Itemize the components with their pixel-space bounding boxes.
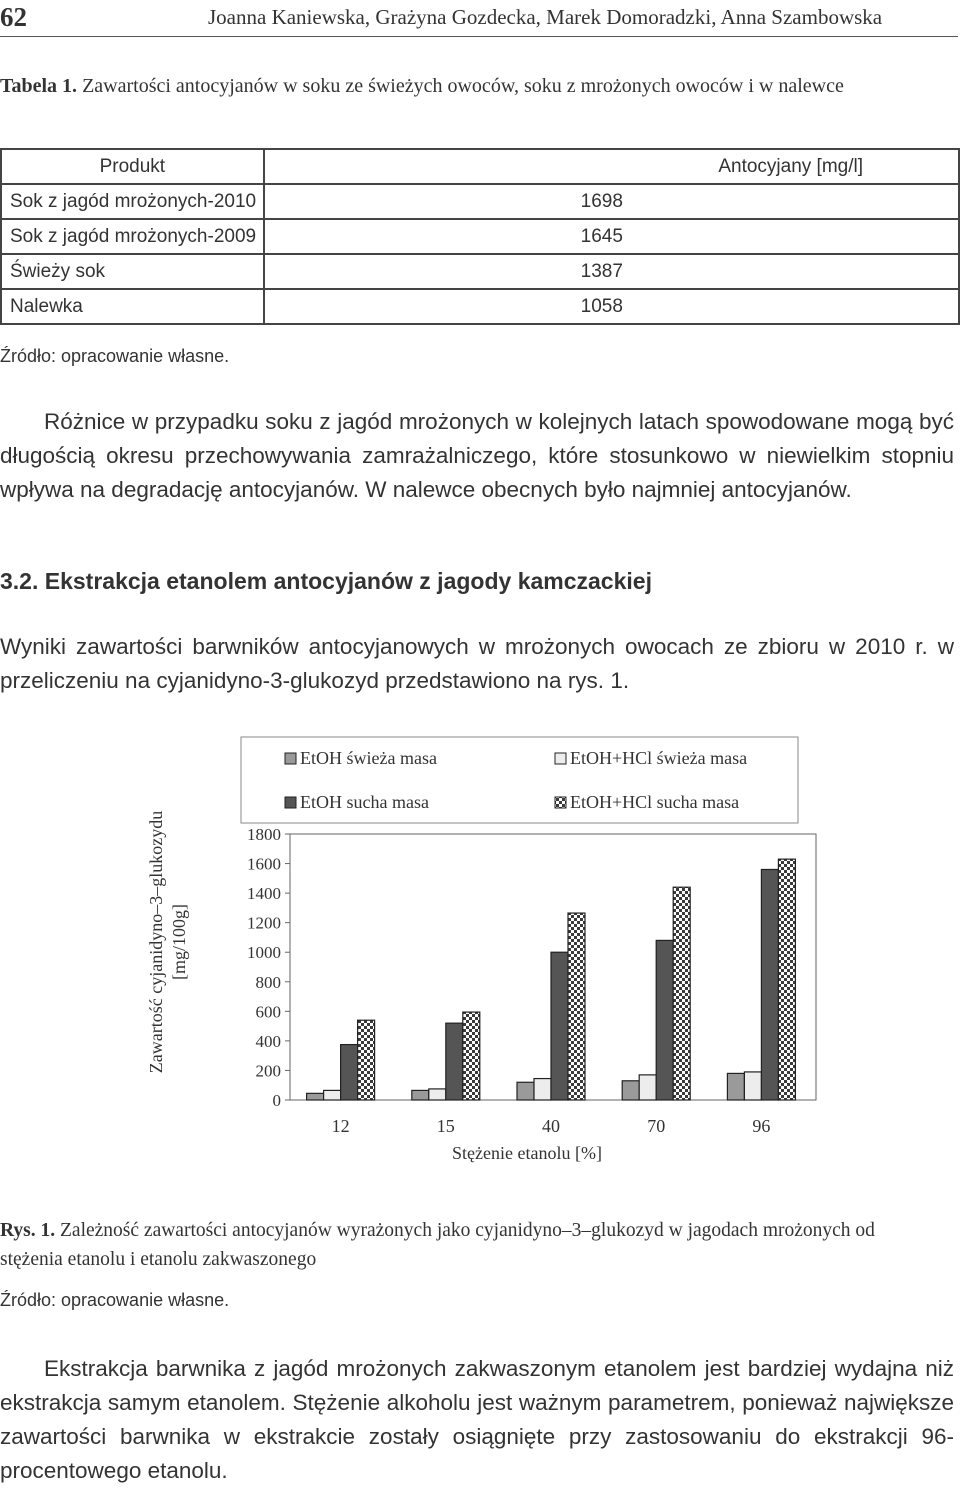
- legend-label: EtOH+HCl sucha masa: [570, 792, 740, 812]
- bar-etoh-sucha-masa-15: [446, 1023, 463, 1100]
- y-tick-label: 0: [272, 1091, 281, 1110]
- anthocyanin-table: [0, 148, 960, 325]
- legend-label: EtOH świeża masa: [300, 748, 437, 768]
- bar-etoh-hcl-wie-a-masa-96: [744, 1072, 761, 1100]
- bar-etoh-sucha-masa-12: [341, 1045, 358, 1100]
- legend-swatch: [285, 753, 296, 764]
- table-caption: [0, 72, 900, 100]
- column-header-anthocyanins: Antocyjany [mg/l]: [264, 149, 959, 184]
- y-tick-label: 1000: [247, 943, 281, 963]
- table-cell-value: 1058: [264, 289, 959, 324]
- y-axis-label-line2: [mg/100g]: [169, 904, 189, 980]
- column-header-product: Produkt: [1, 149, 264, 184]
- x-tick-label: 70: [647, 1116, 666, 1136]
- bar-etoh-hcl-wie-a-masa-15: [429, 1089, 446, 1100]
- y-tick-label: 600: [255, 1002, 281, 1022]
- figure-caption: [0, 1216, 930, 1274]
- table-cell-product: Sok z jagód mrożonych-2010: [1, 184, 264, 219]
- figure-source-note: Źródło: opracowanie własne.: [0, 1290, 230, 1310]
- bar-etoh-hcl-sucha-masa-12: [358, 1020, 375, 1100]
- table-row: [1, 184, 959, 219]
- bar-etoh-hcl-sucha-masa-70: [673, 887, 690, 1100]
- y-tick-label: 400: [255, 1031, 281, 1051]
- bar-etoh-wie-a-masa-40: [517, 1082, 534, 1100]
- y-tick-label: 200: [255, 1061, 281, 1081]
- bar-etoh-hcl-sucha-masa-40: [568, 913, 585, 1100]
- table-cell-product: Nalewka: [1, 289, 264, 324]
- anthocyanin-bar-chart: [130, 732, 830, 1172]
- bar-etoh-wie-a-masa-96: [727, 1073, 744, 1100]
- bar-etoh-sucha-masa-70: [656, 940, 673, 1100]
- body-paragraph-2: Wyniki zawartości barwników antocyjanowych w mrożonych owocach ze zbioru w 2010 r. w przeliczeniu na cyjanidyno-3-glukozyd przedstawiono na rys. 1.: [0, 634, 954, 693]
- section-heading: 3.2. Ekstrakcja etanolem antocyjanów z jagody kamczackiej: [0, 568, 652, 594]
- table-caption-label: Tabela 1.: [0, 75, 78, 97]
- table-row: [1, 289, 959, 324]
- table-caption-text: Zawartości antocyjanów w soku ze świeżych owoców, soku z mrożonych owoców i w nalewce: [82, 75, 844, 97]
- y-tick-label: 800: [255, 972, 281, 992]
- page-number: 62: [0, 2, 27, 32]
- y-tick-label: 1200: [247, 913, 281, 933]
- bar-etoh-hcl-wie-a-masa-40: [534, 1079, 551, 1100]
- table-cell-value: 1645: [264, 219, 959, 254]
- table-cell-product: Świeży sok: [1, 254, 264, 289]
- legend-swatch: [555, 797, 566, 808]
- legend-swatch: [555, 753, 566, 764]
- x-axis-ticks: [332, 1116, 771, 1136]
- table-cell-product: Sok z jagód mrożonych-2009: [1, 219, 264, 254]
- legend-label: EtOH sucha masa: [300, 792, 429, 812]
- bar-etoh-sucha-masa-40: [551, 952, 568, 1100]
- y-axis-label-line1: Zawartość cyjanidyno–3–glukozydu: [146, 810, 166, 1074]
- x-tick-label: 40: [542, 1116, 560, 1136]
- table-cell-value: 1698: [264, 184, 959, 219]
- figure-caption-text: Zależność zawartości antocyjanów wyrażonych jako cyjanidyno–3–glukozyd w jagodach mrożonych od stężenia etanolu i etanolu zakwaszonego: [0, 1220, 875, 1270]
- table-cell-value: 1387: [264, 254, 959, 289]
- body-paragraph-3: Ekstrakcja barwnika z jagód mrożonych zakwaszonym etanolem jest bardziej wydajna niż ekstrakcja samym etanolem. Stężenie alkoholu jest ważnym parametrem, ponieważ największe zawartości barwnika w ekstrakcie zostały osiągnięte przy zastosowaniu do ekstrakcji 96-procentowego etanolu.: [0, 1356, 954, 1483]
- y-tick-label: 1600: [247, 854, 281, 874]
- table-header-row: [1, 149, 959, 184]
- bar-etoh-sucha-masa-96: [761, 869, 778, 1100]
- legend-label: EtOH+HCl świeża masa: [570, 748, 748, 768]
- x-tick-label: 12: [331, 1116, 350, 1136]
- y-tick-label: 1400: [247, 884, 281, 904]
- x-tick-label: 15: [436, 1116, 455, 1136]
- bar-etoh-wie-a-masa-15: [412, 1090, 429, 1100]
- bar-etoh-hcl-wie-a-masa-70: [639, 1075, 656, 1100]
- y-axis-ticks: [247, 825, 290, 1110]
- x-axis-label: Stężenie etanolu [%]: [452, 1143, 602, 1163]
- body-paragraph-1: Różnice w przypadku soku z jagód mrożonych w kolejnych latach spowodowane mogą być długością okresu przechowywania zamrażalniczego, które stosunkowo w niewielkim stopniu wpływa na degradację antocyjanów. W nalewce obecnych było najmniej antocyjanów.: [0, 409, 954, 502]
- legend-swatch: [285, 797, 296, 808]
- figure-caption-label: Rys. 1.: [0, 1220, 56, 1241]
- running-header-authors: Joanna Kaniewska, Grażyna Gozdecka, Marek Domoradzki, Anna Szambowska: [208, 5, 883, 29]
- y-tick-label: 1800: [247, 825, 281, 844]
- x-tick-label: 96: [752, 1116, 771, 1136]
- header-rule: [0, 36, 958, 37]
- bar-etoh-wie-a-masa-12: [307, 1093, 324, 1100]
- bar-etoh-wie-a-masa-70: [622, 1081, 639, 1100]
- table-row: [1, 219, 959, 254]
- table-row: [1, 254, 959, 289]
- bar-etoh-hcl-wie-a-masa-12: [324, 1090, 341, 1100]
- table-source-note: Źródło: opracowanie własne.: [0, 346, 230, 366]
- bar-etoh-hcl-sucha-masa-15: [463, 1012, 480, 1100]
- bar-etoh-hcl-sucha-masa-96: [778, 859, 795, 1100]
